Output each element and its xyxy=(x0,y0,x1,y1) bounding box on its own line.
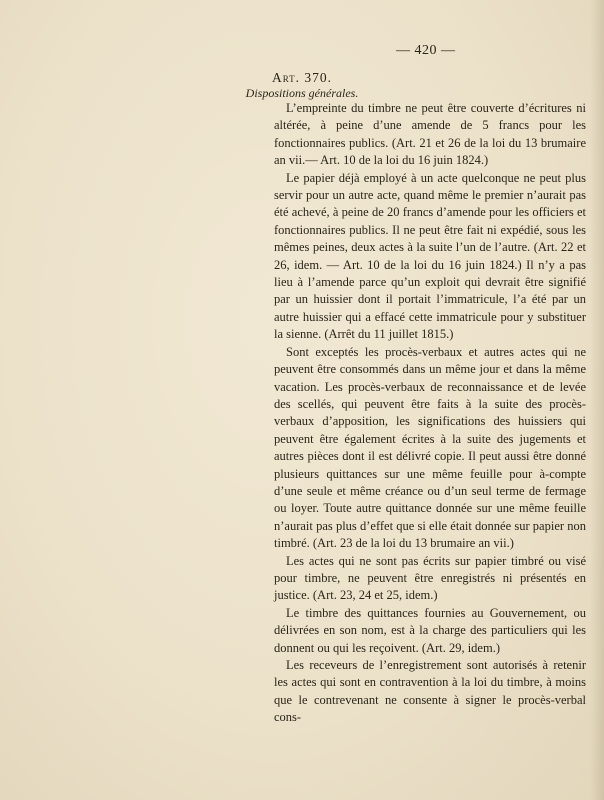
paragraph-2: Le papier déjà employé à un acte quelconque ne peut plus servir pour un autre acte, quand même le premier n’aurait pas été achevé, à peine de 20 francs d’amende pour les officiers et fonctionnaires publics. Il ne peut être fait ni expédié, sous les mêmes peines, deux actes à la suite l’un de l’autre. (Art. 22 et 26, idem. — Art. 10 de la loi du 16 juin 1824.) Il n’y a pas lieu à l’amende parce qu’un exploit qui devrait être signifié par un huissier dont il portait l’immatricule, l’a été par un autre huissier qui a effacé cette immatricule pour y substituer la sienne. (Arrêt du 11 juillet 1815.) xyxy=(274,170,586,342)
paragraph-4: Les actes qui ne sont pas écrits sur papier timbré ou visé pour timbre, ne peuvent être enregistrés ni présentés en justice. (Art. 23, 24 et 25, idem.) xyxy=(274,553,586,603)
body-text xyxy=(274,100,586,727)
paragraph-6: Les receveurs de l’enregistrement sont autorisés à retenir les actes qui sont en contravention à la loi du timbre, à moins que le contrevenant ne consente à signer le procès-verbal cons- xyxy=(274,658,586,725)
page-number: — 420 — xyxy=(396,43,456,58)
article-title xyxy=(0,70,604,86)
article-subtitle: Dispositions générales. xyxy=(245,86,359,100)
page-edge-shadow xyxy=(590,0,604,800)
paragraph-5: Le timbre des quittances fournies au Gouvernement, ou délivrées en son nom, est à la charge des particuliers qui les donnent ou qui les reçoivent. (Art. 29, idem.) xyxy=(274,605,586,655)
article-title-text: Art. 370. xyxy=(271,70,333,85)
paragraph-1: L’empreinte du timbre ne peut être couverte d’écritures ni altérée, à peine d’une amende de 5 francs pour les fonctionnaires publics. (Art. 21 et 26 de la loi du 13 brumaire an vii.— Art. 10 de la loi du 16 juin 1824.) xyxy=(274,101,586,168)
paragraph-3: Sont exceptés les procès-verbaux et autres actes qui ne peuvent être consommés dans un même jour et dans la même vacation. Les procès-verbaux de reconnaissance et de levée des scellés, qui peuvent être faits à la suite des procès-verbaux d’apposition, les significations des huissiers qui peuvent être également écrites à la suite des jugements et autres pièces dont il est délivré copie. Il peut aussi être donné plusieurs quittances sur une même feuille pour à-compte d’une seule et même créance ou d’un seul terme de fermage ou loyer. Toute autre quittance donnée sur une même feuille n’aurait pas plus d’effet que si elle était donnée sur papier non timbré. (Art. 23 de la loi du 13 brumaire an vii.) xyxy=(274,344,586,551)
